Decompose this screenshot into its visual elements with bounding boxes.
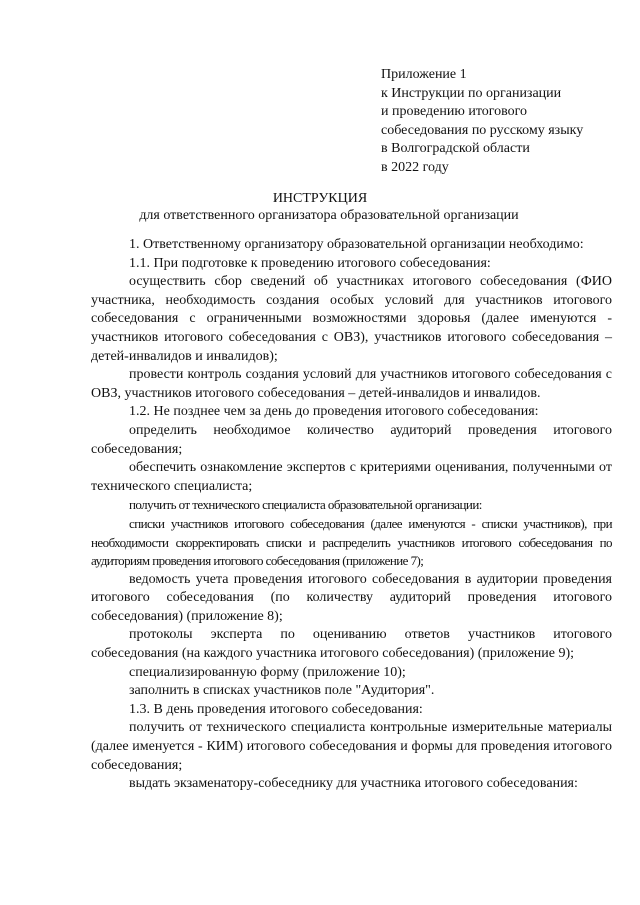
paragraph: заполнить в списках участников поле "Аудитория". — [129, 683, 435, 699]
paragraph: получить от технического специалиста контрольные измерительные материалы (далее именуется - КИМ) итогового собеседования и формы для проведения итогового собеседования; — [91, 720, 612, 773]
appendix-line: в 2022 году — [381, 159, 449, 175]
paragraph: специализированную форму (приложение 10); — [129, 664, 406, 680]
paragraph: 1.1. При подготовке к проведению итогового собеседования: — [129, 255, 491, 271]
paragraph: 1.2. Не позднее чем за день до проведения итогового собеседования: — [129, 404, 539, 420]
paragraph: протоколы эксперта по оцениванию ответов участников итогового собеседования (на каждого участника итогового собеседования) (приложение 9); — [91, 627, 612, 662]
paragraph: 1.3. В день проведения итогового собеседования: — [129, 701, 423, 717]
appendix-header — [381, 66, 583, 178]
appendix-line: и проведению итогового — [381, 104, 528, 120]
paragraph: списки участников итогового собеседования (далее именуются - списки участников), при необходимости скорректировать списки и распределить участников итогового собеседования по аудиториям проведения итогового собеседования (приложение 7); — [91, 515, 612, 569]
paragraph: провести контроль создания условий для участников итогового собеседования с ОВЗ, участников итогового собеседования – детей-инвалидов и инвалидов. — [91, 367, 612, 401]
document-body — [91, 236, 612, 794]
appendix-line: собеседования по русскому языку — [381, 122, 584, 138]
document-title: ИНСТРУКЦИЯ — [272, 191, 368, 206]
appendix-line: Приложение 1 — [381, 67, 467, 82]
document-subtitle: для ответственного организатора образовательной организации — [139, 208, 519, 223]
paragraph: осуществить сбор сведений об участниках итогового собеседования (ФИО участника, необходимость создания особых условий для участников итогового собеседования с ограниченными возможностями здоровья (далее именуются - участников итогового собеседования с ОВЗ), участников итогового собеседования – детей-инвалидов и инвалидов); — [91, 274, 612, 364]
paragraph: получить от технического специалиста образовательной организации: — [129, 497, 482, 513]
paragraph: выдать экзаменатору-собеседнику для участника итогового собеседования: — [129, 776, 578, 792]
paragraph: 1. Ответственному организатору образовательной организации необходимо: — [129, 237, 584, 252]
paragraph: ведомость учета проведения итогового собеседования в аудитории проведения итогового собеседования (по количеству аудиторий проведения итогового собеседования) (приложение 8); — [91, 571, 612, 624]
paragraph: обеспечить ознакомление экспертов с критериями оценивания, полученными от технического специалиста; — [91, 460, 612, 494]
appendix-line: в Волгоградской области — [381, 141, 530, 157]
paragraph: определить необходимое количество аудиторий проведения итогового собеседования; — [91, 422, 612, 457]
appendix-line: к Инструкции по организации — [381, 85, 562, 101]
